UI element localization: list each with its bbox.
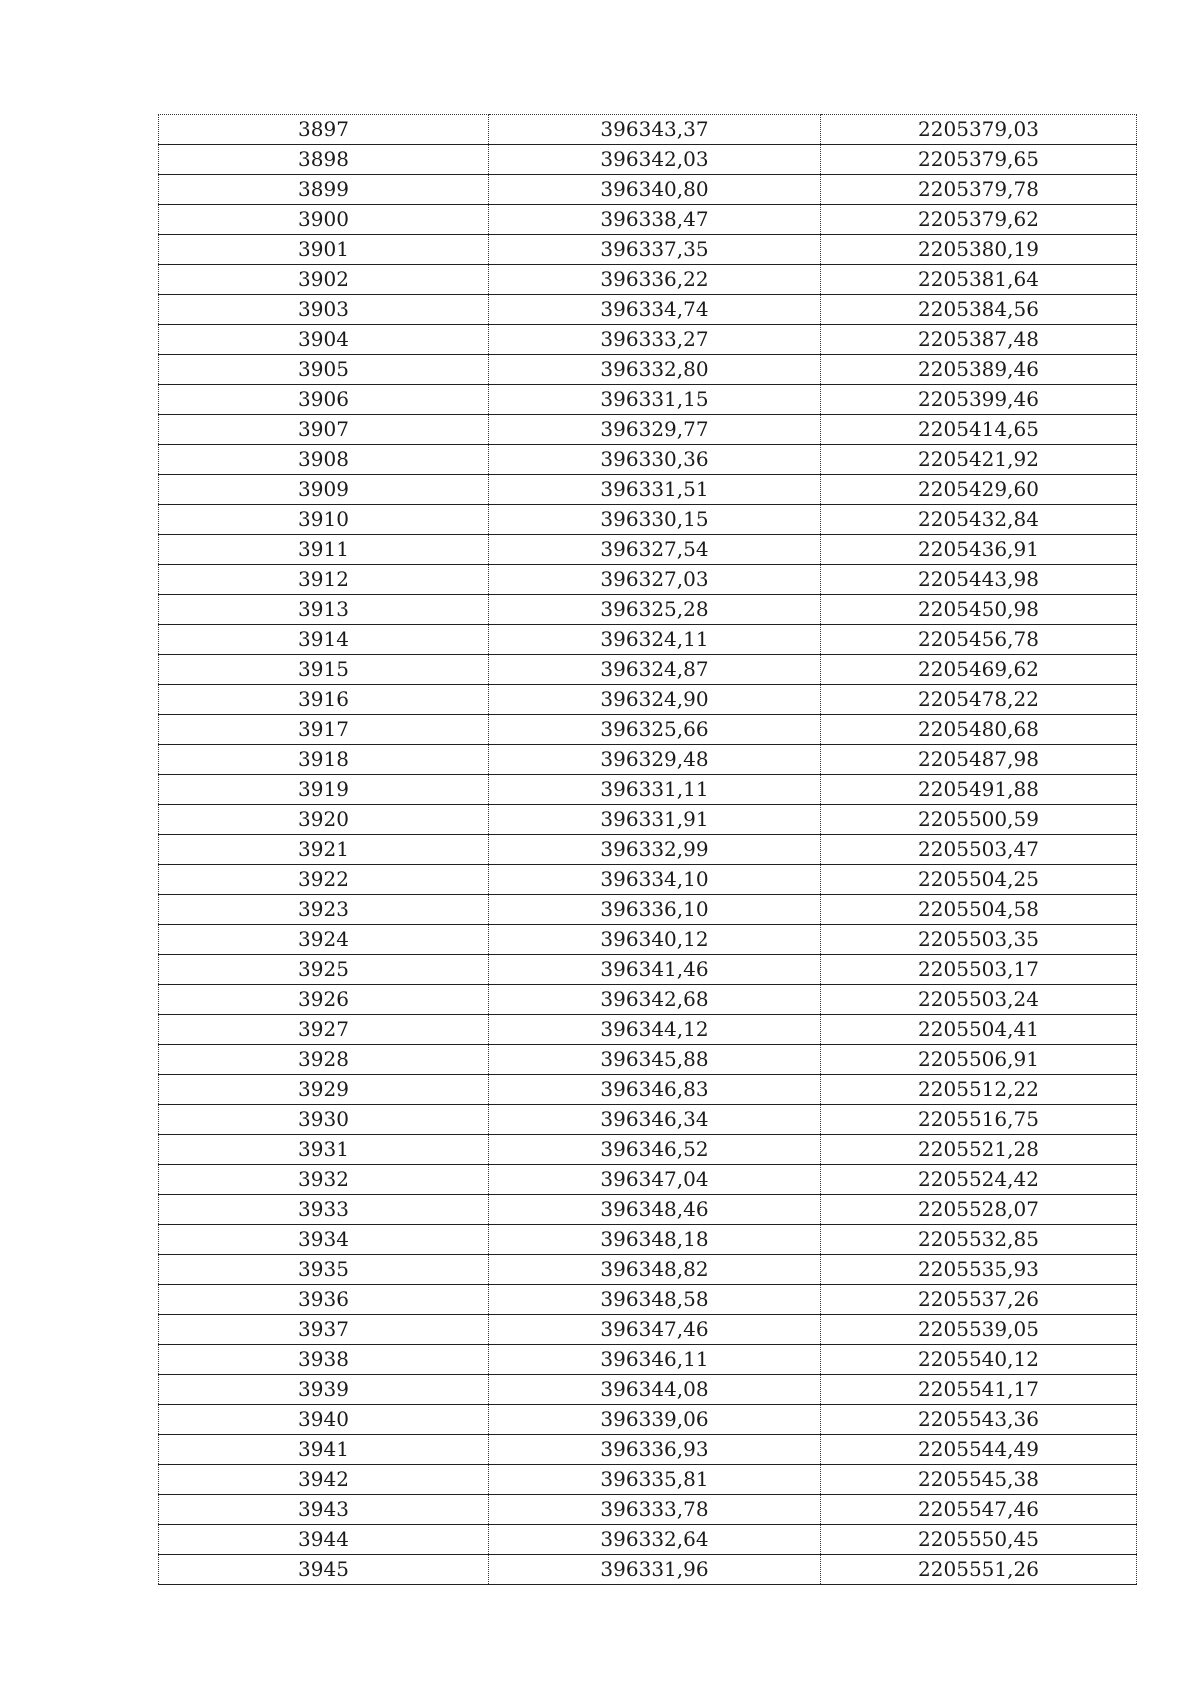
- point-number-cell: 3931: [159, 1135, 489, 1165]
- table-row: [159, 1195, 1137, 1225]
- y-coordinate-cell: 2205456,78: [821, 625, 1137, 655]
- table-row: [159, 835, 1137, 865]
- table-row: [159, 655, 1137, 685]
- point-number-cell: 3900: [159, 205, 489, 235]
- y-coordinate-cell: 2205537,26: [821, 1285, 1137, 1315]
- y-coordinate-cell: 2205487,98: [821, 745, 1137, 775]
- point-number-cell: 3923: [159, 895, 489, 925]
- point-number-cell: 3921: [159, 835, 489, 865]
- x-coordinate-cell: 396343,37: [489, 115, 821, 145]
- y-coordinate-cell: 2205532,85: [821, 1225, 1137, 1255]
- y-coordinate-cell: 2205521,28: [821, 1135, 1137, 1165]
- x-coordinate-cell: 396345,88: [489, 1045, 821, 1075]
- y-coordinate-cell: 2205545,38: [821, 1465, 1137, 1495]
- y-coordinate-cell: 2205379,62: [821, 205, 1137, 235]
- x-coordinate-cell: 396330,15: [489, 505, 821, 535]
- table-row: [159, 1045, 1137, 1075]
- y-coordinate-cell: 2205443,98: [821, 565, 1137, 595]
- y-coordinate-cell: 2205384,56: [821, 295, 1137, 325]
- x-coordinate-cell: 396346,83: [489, 1075, 821, 1105]
- point-number-cell: 3912: [159, 565, 489, 595]
- point-number-cell: 3935: [159, 1255, 489, 1285]
- x-coordinate-cell: 396344,08: [489, 1375, 821, 1405]
- x-coordinate-cell: 396336,93: [489, 1435, 821, 1465]
- y-coordinate-cell: 2205399,46: [821, 385, 1137, 415]
- x-coordinate-cell: 396348,58: [489, 1285, 821, 1315]
- y-coordinate-cell: 2205539,05: [821, 1315, 1137, 1345]
- x-coordinate-cell: 396331,15: [489, 385, 821, 415]
- point-number-cell: 3907: [159, 415, 489, 445]
- y-coordinate-cell: 2205524,42: [821, 1165, 1137, 1195]
- y-coordinate-cell: 2205469,62: [821, 655, 1137, 685]
- y-coordinate-cell: 2205512,22: [821, 1075, 1137, 1105]
- point-number-cell: 3909: [159, 475, 489, 505]
- table-row: [159, 955, 1137, 985]
- x-coordinate-cell: 396346,34: [489, 1105, 821, 1135]
- x-coordinate-cell: 396332,99: [489, 835, 821, 865]
- coordinates-table-body: [159, 115, 1137, 1585]
- point-number-cell: 3903: [159, 295, 489, 325]
- point-number-cell: 3924: [159, 925, 489, 955]
- table-row: [159, 595, 1137, 625]
- point-number-cell: 3943: [159, 1495, 489, 1525]
- y-coordinate-cell: 2205478,22: [821, 685, 1137, 715]
- point-number-cell: 3929: [159, 1075, 489, 1105]
- point-number-cell: 3939: [159, 1375, 489, 1405]
- table-row: [159, 355, 1137, 385]
- table-row: [159, 805, 1137, 835]
- x-coordinate-cell: 396330,36: [489, 445, 821, 475]
- point-number-cell: 3936: [159, 1285, 489, 1315]
- point-number-cell: 3911: [159, 535, 489, 565]
- table-row: [159, 1495, 1137, 1525]
- table-row: [159, 865, 1137, 895]
- point-number-cell: 3914: [159, 625, 489, 655]
- y-coordinate-cell: 2205547,46: [821, 1495, 1137, 1525]
- y-coordinate-cell: 2205551,26: [821, 1555, 1137, 1585]
- point-number-cell: 3937: [159, 1315, 489, 1345]
- table-row: [159, 535, 1137, 565]
- x-coordinate-cell: 396342,03: [489, 145, 821, 175]
- point-number-cell: 3941: [159, 1435, 489, 1465]
- point-number-cell: 3922: [159, 865, 489, 895]
- y-coordinate-cell: 2205543,36: [821, 1405, 1137, 1435]
- x-coordinate-cell: 396339,06: [489, 1405, 821, 1435]
- table-row: [159, 1165, 1137, 1195]
- point-number-cell: 3930: [159, 1105, 489, 1135]
- y-coordinate-cell: 2205379,78: [821, 175, 1137, 205]
- table-row: [159, 1315, 1137, 1345]
- table-row: [159, 325, 1137, 355]
- x-coordinate-cell: 396332,64: [489, 1525, 821, 1555]
- y-coordinate-cell: 2205550,45: [821, 1525, 1137, 1555]
- y-coordinate-cell: 2205432,84: [821, 505, 1137, 535]
- table-row: [159, 385, 1137, 415]
- x-coordinate-cell: 396331,91: [489, 805, 821, 835]
- y-coordinate-cell: 2205528,07: [821, 1195, 1137, 1225]
- x-coordinate-cell: 396344,12: [489, 1015, 821, 1045]
- table-row: [159, 1255, 1137, 1285]
- table-row: [159, 145, 1137, 175]
- x-coordinate-cell: 396346,52: [489, 1135, 821, 1165]
- x-coordinate-cell: 396335,81: [489, 1465, 821, 1495]
- point-number-cell: 3906: [159, 385, 489, 415]
- x-coordinate-cell: 396332,80: [489, 355, 821, 385]
- table-row: [159, 445, 1137, 475]
- x-coordinate-cell: 396327,54: [489, 535, 821, 565]
- table-row: [159, 565, 1137, 595]
- point-number-cell: 3916: [159, 685, 489, 715]
- x-coordinate-cell: 396347,46: [489, 1315, 821, 1345]
- x-coordinate-cell: 396337,35: [489, 235, 821, 265]
- point-number-cell: 3915: [159, 655, 489, 685]
- point-number-cell: 3920: [159, 805, 489, 835]
- table-row: [159, 775, 1137, 805]
- x-coordinate-cell: 396324,11: [489, 625, 821, 655]
- table-row: [159, 1015, 1137, 1045]
- table-row: [159, 1345, 1137, 1375]
- x-coordinate-cell: 396325,66: [489, 715, 821, 745]
- table-row: [159, 1435, 1137, 1465]
- x-coordinate-cell: 396340,12: [489, 925, 821, 955]
- x-coordinate-cell: 396348,46: [489, 1195, 821, 1225]
- table-row: [159, 1375, 1137, 1405]
- table-row: [159, 1285, 1137, 1315]
- table-row: [159, 625, 1137, 655]
- y-coordinate-cell: 2205503,35: [821, 925, 1137, 955]
- point-number-cell: 3918: [159, 745, 489, 775]
- point-number-cell: 3902: [159, 265, 489, 295]
- point-number-cell: 3940: [159, 1405, 489, 1435]
- table-row: [159, 1405, 1137, 1435]
- point-number-cell: 3925: [159, 955, 489, 985]
- x-coordinate-cell: 396334,10: [489, 865, 821, 895]
- y-coordinate-cell: 2205541,17: [821, 1375, 1137, 1405]
- table-row: [159, 1075, 1137, 1105]
- x-coordinate-cell: 396347,04: [489, 1165, 821, 1195]
- y-coordinate-cell: 2205436,91: [821, 535, 1137, 565]
- point-number-cell: 3928: [159, 1045, 489, 1075]
- table-row: [159, 895, 1137, 925]
- table-row: [159, 1525, 1137, 1555]
- table-row: [159, 925, 1137, 955]
- point-number-cell: 3899: [159, 175, 489, 205]
- x-coordinate-cell: 396336,22: [489, 265, 821, 295]
- y-coordinate-cell: 2205421,92: [821, 445, 1137, 475]
- y-coordinate-cell: 2205500,59: [821, 805, 1137, 835]
- x-coordinate-cell: 396331,51: [489, 475, 821, 505]
- point-number-cell: 3901: [159, 235, 489, 265]
- y-coordinate-cell: 2205389,46: [821, 355, 1137, 385]
- x-coordinate-cell: 396338,47: [489, 205, 821, 235]
- table-row: [159, 475, 1137, 505]
- table-row: [159, 685, 1137, 715]
- table-row: [159, 235, 1137, 265]
- x-coordinate-cell: 396333,27: [489, 325, 821, 355]
- x-coordinate-cell: 396340,80: [489, 175, 821, 205]
- table-row: [159, 115, 1137, 145]
- x-coordinate-cell: 396348,18: [489, 1225, 821, 1255]
- x-coordinate-cell: 396336,10: [489, 895, 821, 925]
- table-row: [159, 745, 1137, 775]
- table-row: [159, 175, 1137, 205]
- point-number-cell: 3933: [159, 1195, 489, 1225]
- point-number-cell: 3904: [159, 325, 489, 355]
- y-coordinate-cell: 2205381,64: [821, 265, 1137, 295]
- y-coordinate-cell: 2205380,19: [821, 235, 1137, 265]
- y-coordinate-cell: 2205503,24: [821, 985, 1137, 1015]
- y-coordinate-cell: 2205480,68: [821, 715, 1137, 745]
- x-coordinate-cell: 396324,87: [489, 655, 821, 685]
- table-row: [159, 1135, 1137, 1165]
- point-number-cell: 3942: [159, 1465, 489, 1495]
- y-coordinate-cell: 2205506,91: [821, 1045, 1137, 1075]
- point-number-cell: 3919: [159, 775, 489, 805]
- y-coordinate-cell: 2205503,17: [821, 955, 1137, 985]
- x-coordinate-cell: 396333,78: [489, 1495, 821, 1525]
- table-row: [159, 205, 1137, 235]
- y-coordinate-cell: 2205387,48: [821, 325, 1137, 355]
- point-number-cell: 3908: [159, 445, 489, 475]
- table-row: [159, 715, 1137, 745]
- x-coordinate-cell: 396342,68: [489, 985, 821, 1015]
- point-number-cell: 3945: [159, 1555, 489, 1585]
- point-number-cell: 3905: [159, 355, 489, 385]
- table-row: [159, 505, 1137, 535]
- x-coordinate-cell: 396331,96: [489, 1555, 821, 1585]
- point-number-cell: 3926: [159, 985, 489, 1015]
- point-number-cell: 3934: [159, 1225, 489, 1255]
- y-coordinate-cell: 2205450,98: [821, 595, 1137, 625]
- x-coordinate-cell: 396329,77: [489, 415, 821, 445]
- y-coordinate-cell: 2205414,65: [821, 415, 1137, 445]
- table-row: [159, 1465, 1137, 1495]
- y-coordinate-cell: 2205504,58: [821, 895, 1137, 925]
- x-coordinate-cell: 396346,11: [489, 1345, 821, 1375]
- x-coordinate-cell: 396324,90: [489, 685, 821, 715]
- table-row: [159, 1105, 1137, 1135]
- coordinates-table: [158, 114, 1137, 1585]
- point-number-cell: 3898: [159, 145, 489, 175]
- point-number-cell: 3897: [159, 115, 489, 145]
- y-coordinate-cell: 2205379,65: [821, 145, 1137, 175]
- table-row: [159, 985, 1137, 1015]
- y-coordinate-cell: 2205544,49: [821, 1435, 1137, 1465]
- point-number-cell: 3927: [159, 1015, 489, 1045]
- point-number-cell: 3944: [159, 1525, 489, 1555]
- y-coordinate-cell: 2205504,41: [821, 1015, 1137, 1045]
- y-coordinate-cell: 2205504,25: [821, 865, 1137, 895]
- point-number-cell: 3910: [159, 505, 489, 535]
- y-coordinate-cell: 2205503,47: [821, 835, 1137, 865]
- y-coordinate-cell: 2205540,12: [821, 1345, 1137, 1375]
- table-row: [159, 1225, 1137, 1255]
- point-number-cell: 3917: [159, 715, 489, 745]
- table-row: [159, 1555, 1137, 1585]
- table-row: [159, 265, 1137, 295]
- point-number-cell: 3938: [159, 1345, 489, 1375]
- y-coordinate-cell: 2205379,03: [821, 115, 1137, 145]
- y-coordinate-cell: 2205535,93: [821, 1255, 1137, 1285]
- y-coordinate-cell: 2205491,88: [821, 775, 1137, 805]
- point-number-cell: 3913: [159, 595, 489, 625]
- y-coordinate-cell: 2205429,60: [821, 475, 1137, 505]
- x-coordinate-cell: 396327,03: [489, 565, 821, 595]
- x-coordinate-cell: 396334,74: [489, 295, 821, 325]
- x-coordinate-cell: 396331,11: [489, 775, 821, 805]
- x-coordinate-cell: 396341,46: [489, 955, 821, 985]
- table-row: [159, 415, 1137, 445]
- table-row: [159, 295, 1137, 325]
- x-coordinate-cell: 396325,28: [489, 595, 821, 625]
- point-number-cell: 3932: [159, 1165, 489, 1195]
- y-coordinate-cell: 2205516,75: [821, 1105, 1137, 1135]
- x-coordinate-cell: 396329,48: [489, 745, 821, 775]
- x-coordinate-cell: 396348,82: [489, 1255, 821, 1285]
